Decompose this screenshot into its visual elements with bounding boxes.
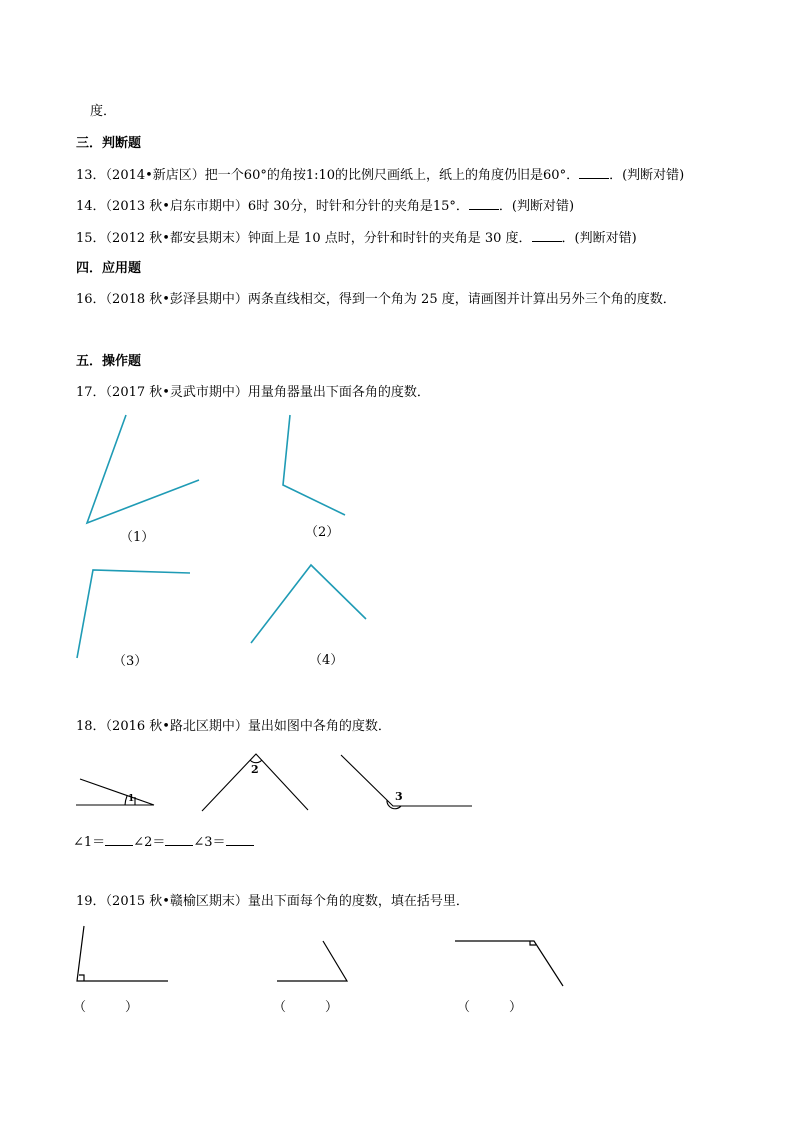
question-13-tail: ．(判断对错) bbox=[609, 168, 685, 183]
question-13-text: 13．（2014•新店区）把一个60°的角按1:10的比例尺画纸上，纸上的角度仍旧是60°． bbox=[76, 168, 580, 183]
q18-answer-label-3: ∠3＝ bbox=[193, 835, 226, 850]
continuation-text: 度． bbox=[90, 104, 117, 119]
q18-answer-blank-2[interactable] bbox=[165, 833, 193, 846]
q18-answers bbox=[73, 833, 254, 852]
q18-angle-3 bbox=[341, 755, 472, 809]
q18-answer-blank-1[interactable] bbox=[105, 833, 133, 846]
q19-bracket-1[interactable]: （ ） bbox=[73, 1000, 139, 1015]
section-3-heading: 三．判断题 bbox=[76, 136, 142, 151]
q18-mark-2: 2 bbox=[251, 763, 259, 776]
q17-label-3: （3） bbox=[113, 654, 148, 669]
q17-angle-3 bbox=[77, 570, 190, 658]
q17-label-2: （2） bbox=[305, 525, 340, 540]
q19-angle-1 bbox=[77, 926, 168, 981]
q17-angle-1 bbox=[87, 415, 199, 523]
question-16: 16．（2018 秋•彭泽县期中）两条直线相交，得到一个角为 25 度，请画图并计算出另外三个角的度数． bbox=[76, 292, 676, 307]
q17-label-4: （4） bbox=[309, 653, 344, 668]
question-18: 18．（2016 秋•路北区期中）量出如图中各角的度数． bbox=[76, 719, 391, 734]
q18-angle-1 bbox=[76, 779, 154, 805]
q18-answer-label-1: ∠1＝ bbox=[73, 835, 106, 850]
question-15-tail: ．(判断对错) bbox=[561, 231, 637, 246]
question-17: 17．（2017 秋•灵武市期中）用量角器量出下面各角的度数． bbox=[76, 385, 430, 400]
section-4-heading: 四．应用题 bbox=[76, 261, 142, 276]
q17-label-1: （1） bbox=[120, 530, 155, 545]
section-5-heading: 五．操作题 bbox=[76, 354, 142, 369]
q17-angle-4 bbox=[251, 565, 366, 643]
q18-mark-3: 3 bbox=[395, 790, 403, 803]
question-19: 19．（2015 秋•赣榆区期末）量出下面每个角的度数，填在括号里． bbox=[76, 894, 469, 909]
q17-angle-2 bbox=[283, 415, 345, 515]
question-15-text: 15．（2012 秋•都安县期末）钟面上是 10 点时，分针和时针的夹角是 30 度． bbox=[76, 231, 532, 246]
q18-answer-blank-3[interactable] bbox=[226, 833, 254, 846]
q18-mark-1: 1 bbox=[128, 794, 135, 804]
q19-angle-2 bbox=[277, 941, 347, 981]
q19-bracket-3[interactable]: （ ） bbox=[457, 1000, 523, 1015]
question-14-tail: ．(判断对错) bbox=[498, 199, 575, 214]
q19-bracket-2[interactable]: （ ） bbox=[273, 1000, 339, 1015]
q18-answer-label-2: ∠2＝ bbox=[133, 835, 166, 850]
question-14-text: 14．（2013 秋•启东市期中）6时 30分，时针和分针的夹角是15°． bbox=[76, 199, 469, 214]
q19-angle-3 bbox=[455, 941, 563, 986]
